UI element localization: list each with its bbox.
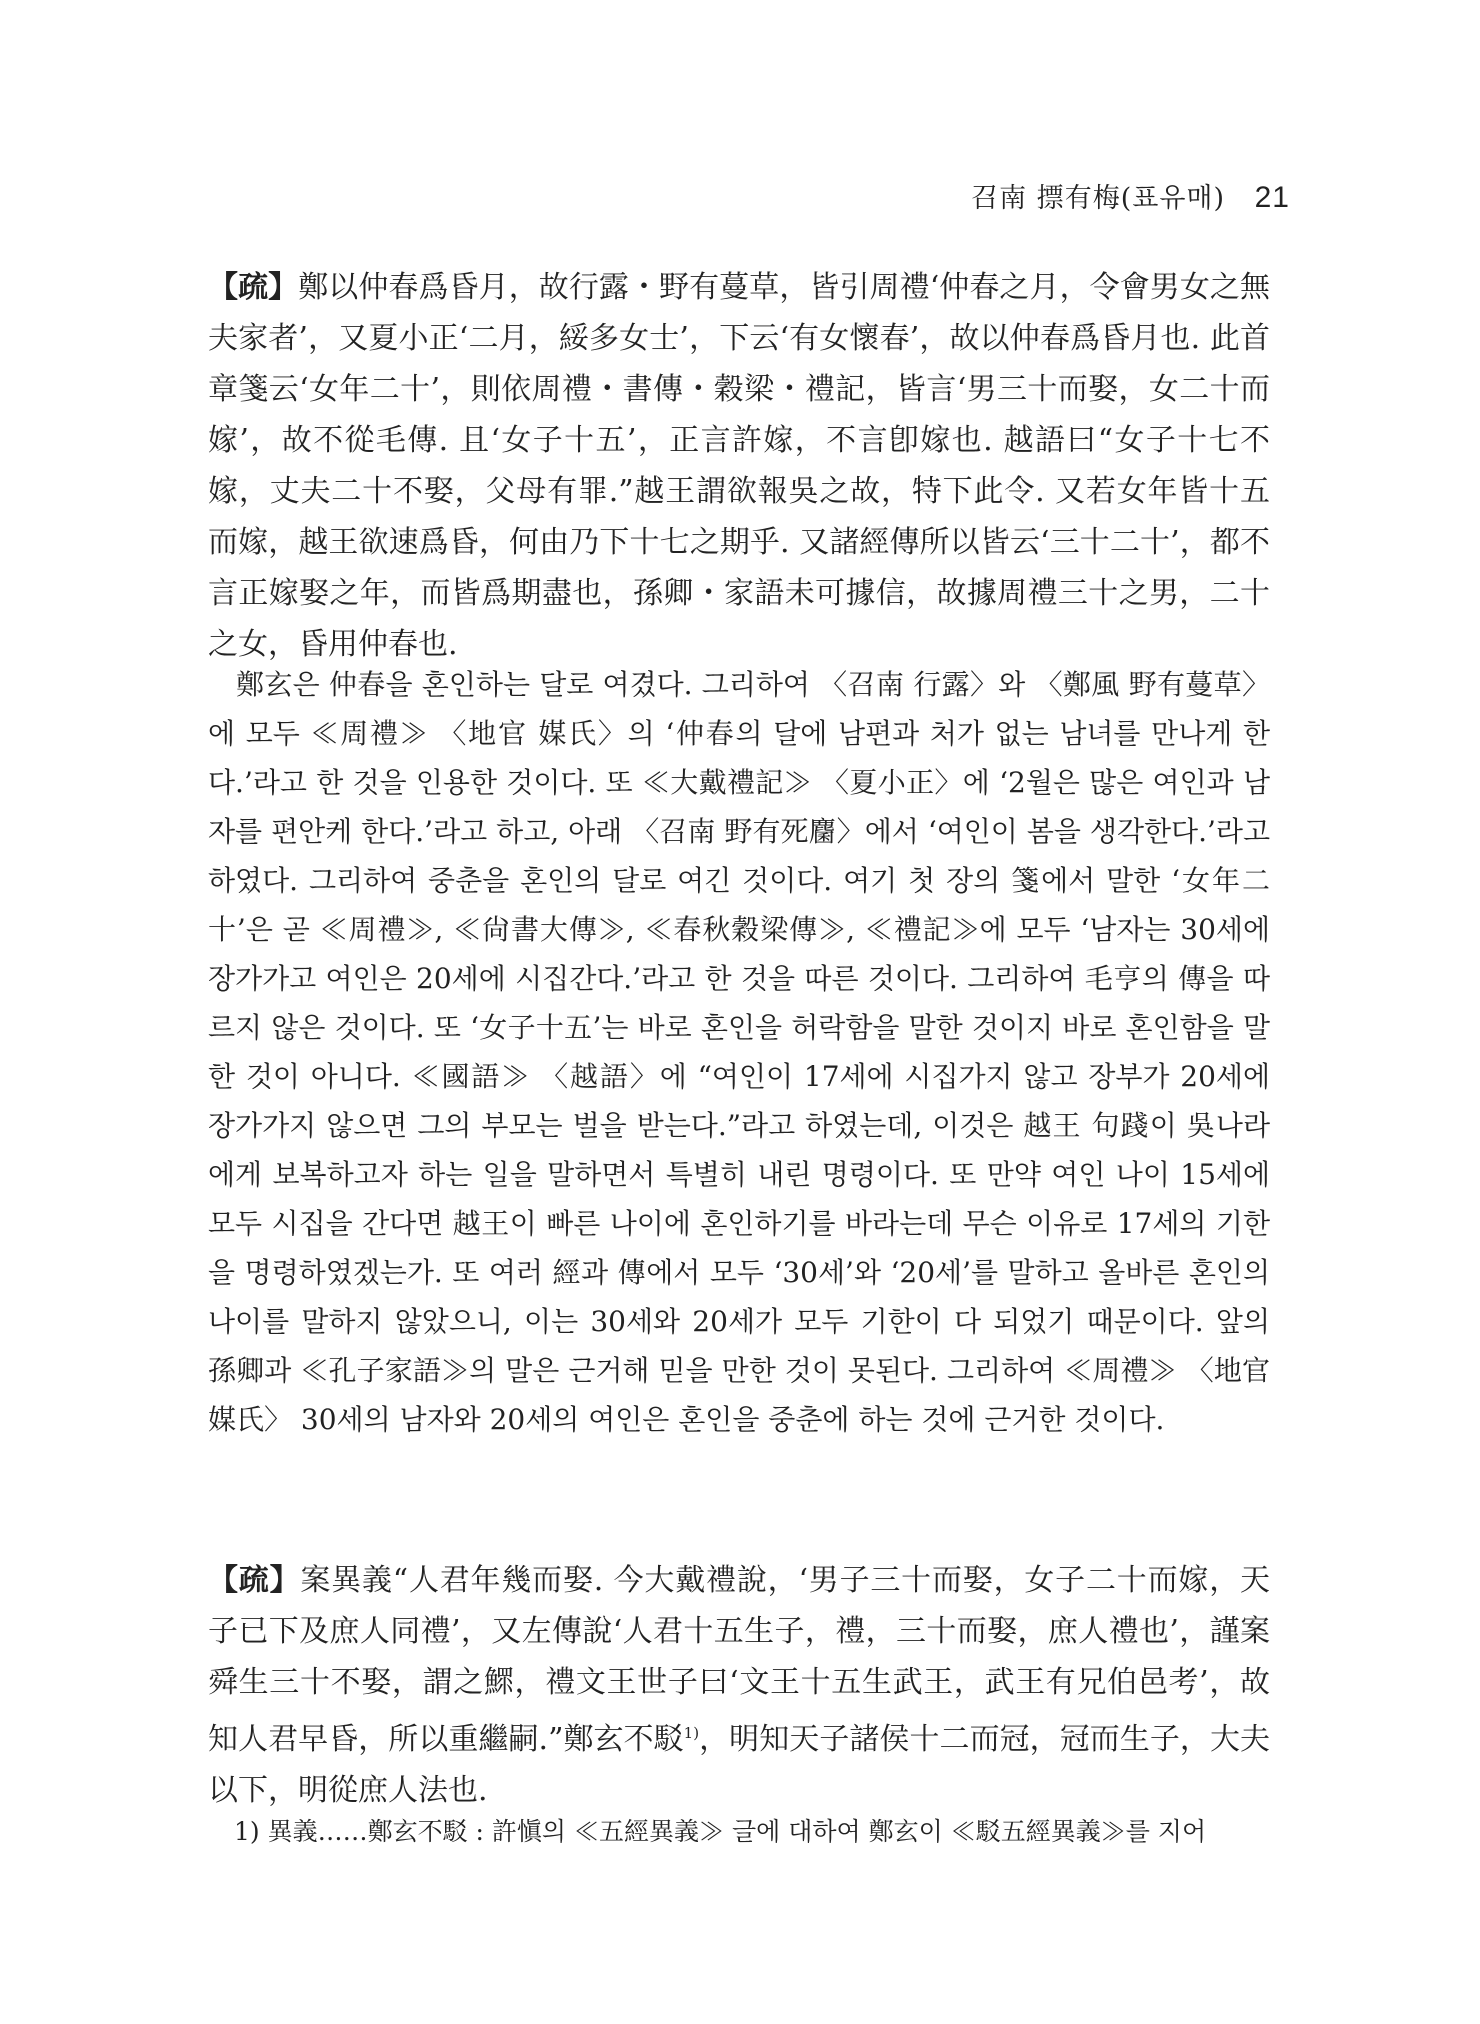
translation-paragraph: 鄭玄은 仲春을 혼인하는 달로 여겼다. 그리하여 〈召南 行露〉와 〈鄭風 野有蔓草〉에 모두 ≪周禮≫ 〈地官 媒氏〉의 ‘仲春의 달에 남편과 처가 없는 남녀를 만나게 한다.’라고 한 것을 인용한 것이다. 또 ≪大戴禮記≫ 〈夏小正〉에 ‘2월은 많은 여인과 남자를 편안케 한다.’라고 하고, 아래 〈召南 野有死麕〉에서 ‘여인이 봄을 생각한다.’라고 하였다. 그리하여 중춘을 혼인의 달로 여긴 것이다. 여기 첫 장의 箋에서 말한 ‘女年二十’은 곧 ≪周禮≫, ≪尙書大傳≫, ≪春秋穀梁傳≫, ≪禮記≫에 모두 ‘남자는 30세에 장가가고 여인은 20세에 시집간다.’라고 한 것을 따른 것이다. 그리하여 毛亨의 傳을 따르지 않은 것이다. 또 ‘女子十五’는 바로 혼인을 허락함을 말한 것이지 바로 혼인함을 말한 것이 아니다. ≪國語≫ 〈越語〉에 “여인이 17세에 시집가지 않고 장부가 20세에 장가가지 않으면 그의 부모는 벌을 받는다.”라고 하였는데, 이것은 越王 句踐이 吳나라에게 보복하고자 하는 일을 말하면서 특별히 내린 명령이다. 또 만약 여인 나이 15세에 모두 시집을 간다면 越王이 빠른 나이에 혼인하기를 바라는데 무슨 이유로 17세의 기한을 명령하였겠는가. 또 여러 經과 傳에서 모두 ‘30세’와 ‘20세’를 말하고 올바른 혼인의 나이를 말하지 않았으니, 이는 30세와 20세가 모두 기한이 다 되었기 때문이다. 앞의 孫卿과 ≪孔子家語≫의 말은 근거해 믿을 만한 것이 못된다. 그리하여 ≪周禮≫ 〈地官 媒氏〉 30세의 남자와 20세의 여인은 혼인을 중춘에 하는 것에 근거한 것이다. <box>208 668 1270 1436</box>
commentary-label: 【疏】 <box>208 270 299 305</box>
commentary-text-2-continued: ，明知天子諸侯十二而冠，冠而生子，大夫以下，明從庶人法也. <box>208 1722 1271 1808</box>
running-header <box>971 176 1290 215</box>
commentary-label-2: 【疏】 <box>208 1563 301 1598</box>
footnote-reference[interactable]: 1) <box>683 1724 700 1742</box>
footnote-text: 1) 異義……鄭玄不駁 : 許愼의 ≪五經異義≫ 글에 대하여 鄭玄이 ≪駁五經異義≫를 지어 <box>234 1817 1207 1846</box>
commentary-paragraph <box>208 262 1270 670</box>
commentary-text-2: 案異義“人君年幾而娶. 今大戴禮說，‘男子三十而娶，女子二十而嫁，天子已下及庶人同禮’，又左傳說‘人君十五生子，禮，三十而娶，庶人禮也’，謹案舜生三十不娶，謂之鰥，禮文王世子曰‘文王十五生武王，武王有兄伯邑考’，故知人君早昏，所以重繼嗣.”鄭玄不駁 <box>208 1563 1270 1757</box>
page-number: 21 <box>1254 181 1290 214</box>
commentary-paragraph-2 <box>208 1555 1270 1816</box>
commentary-section-1 <box>208 262 1270 670</box>
translation-section-1 <box>208 660 1270 1444</box>
commentary-section-2 <box>208 1555 1270 1816</box>
header-title: 召南 摽有梅(표유매) <box>971 183 1226 214</box>
commentary-text: 鄭以仲春爲昏月，故行露・野有蔓草，皆引周禮‘仲春之月，令會男女之無夫家者’，又夏小正‘二月，綏多女士’，下云‘有女懷春’，故以仲春爲昏月也. 此首章箋云‘女年二十’，則依周禮・書傳・穀梁・禮記，皆言‘男三十而娶，女二十而嫁’，故不從毛傳. 且‘女子十五’，正言許嫁，不言卽嫁也. 越語曰“女子十七不嫁，丈夫二十不娶，父母有罪.”越王謂欲報吳之故，特下此令. 又若女年皆十五而嫁，越王欲速爲昏，何由乃下十七之期乎. 又諸經傳所以皆云‘三十二十’，都不言正嫁娶之年，而皆爲期盡也，孫卿・家語未可據信，故據周禮三十之男，二十之女，昏用仲春也. <box>208 270 1270 662</box>
footnote-section <box>208 1812 1270 1852</box>
